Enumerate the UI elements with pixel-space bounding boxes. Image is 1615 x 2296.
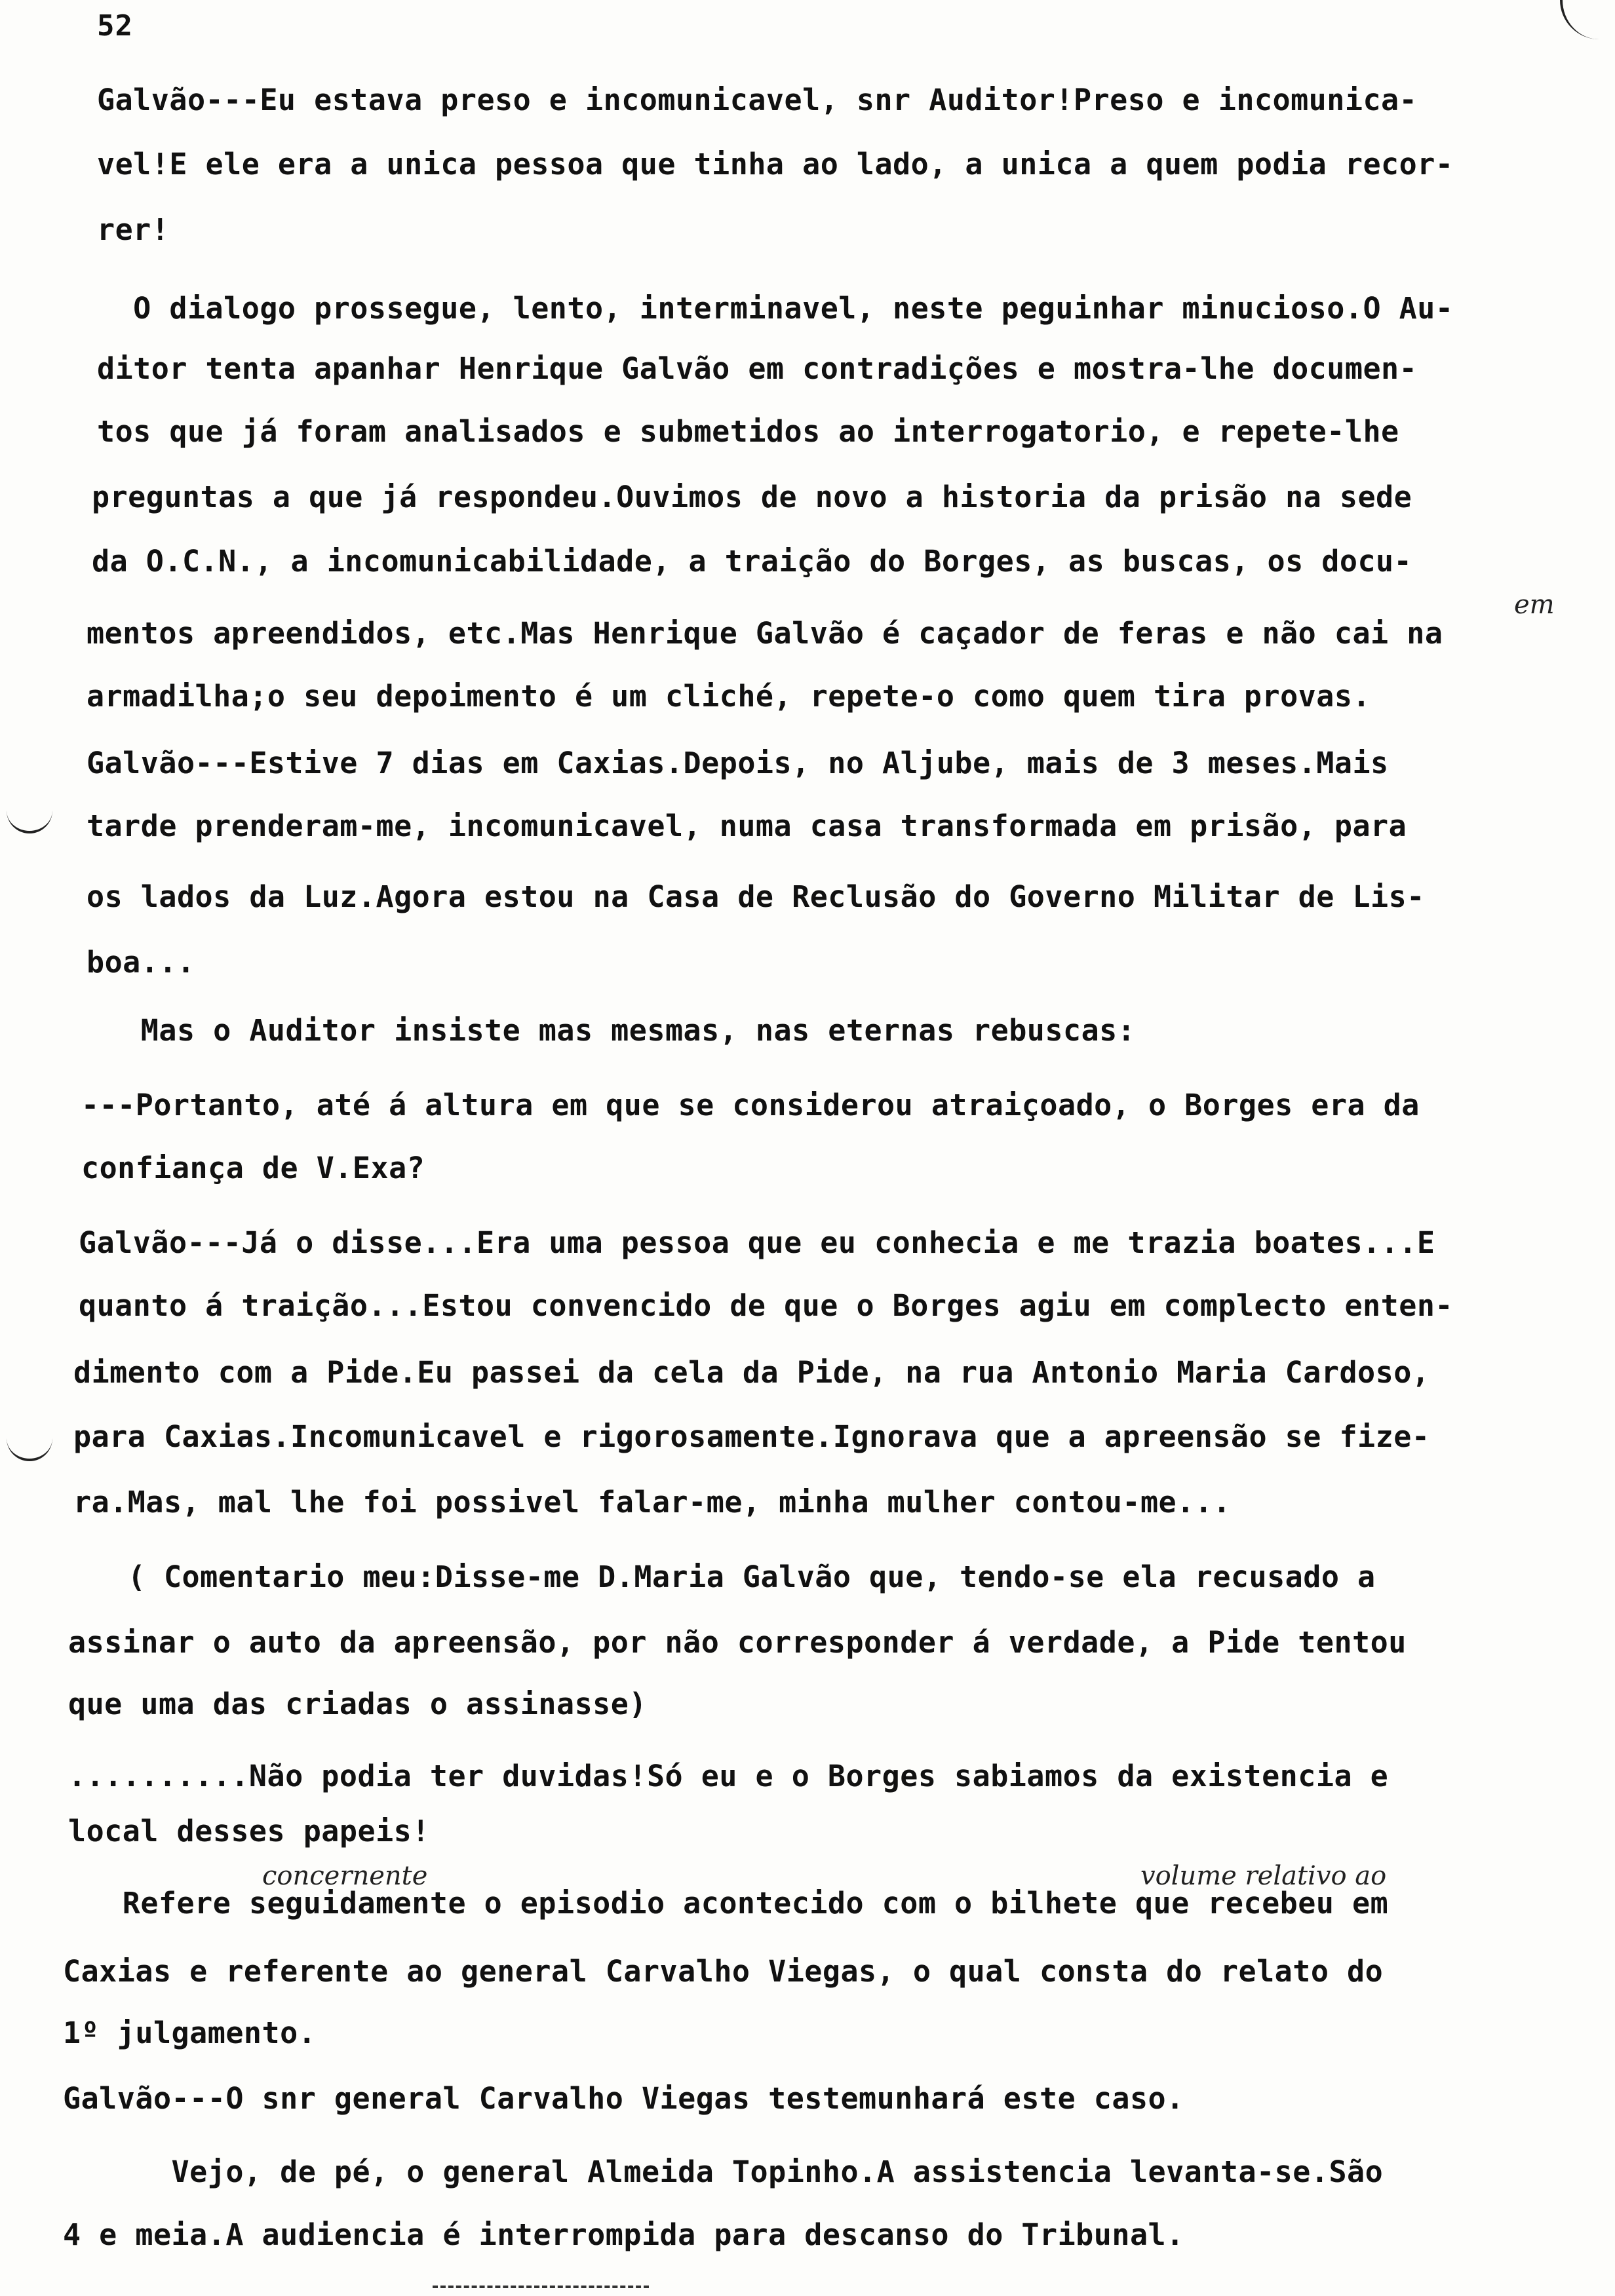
text-line: ---Portanto, até á altura em que se considerou atraiçoado, o Borges era da xyxy=(81,1088,1420,1122)
text-line: 4 e meia.A audiencia é interrompida para descanso do Tribunal. xyxy=(63,2217,1184,2252)
text-line: O dialogo prossegue, lento, interminavel, neste peguinhar minucioso.O Au- xyxy=(97,291,1454,326)
text-line: tos que já foram analisados e submetidos ao interrogatorio, e repete-lhe xyxy=(97,414,1399,449)
text-line: os lados da Luz.Agora estou na Casa de Reclusão do Governo Militar de Lis- xyxy=(87,879,1425,914)
text-line: que uma das criadas o assinasse) xyxy=(68,1687,647,1721)
text-line: Caxias e referente ao general Carvalho Viegas, o qual consta do relato do xyxy=(63,1954,1384,1989)
text-line: Refere seguidamente o episodio acontecido com o bilhete que recebeu em xyxy=(68,1886,1389,1921)
text-line: armadilha;o seu depoimento é um cliché, repete-o como quem tira provas. xyxy=(87,679,1371,714)
closing-rule xyxy=(433,2286,649,2288)
text-line: da O.C.N., a incomunicabilidade, a traição do Borges, as buscas, os docu- xyxy=(92,544,1412,579)
text-line: ra.Mas, mal lhe foi possivel falar-me, minha mulher contou-me... xyxy=(73,1485,1231,1520)
text-line: Galvão---Já o disse...Era uma pessoa que eu conhecia e me trazia boates...E xyxy=(79,1225,1435,1260)
handwritten-correction: em xyxy=(1514,590,1555,620)
text-line: ditor tenta apanhar Henrique Galvão em contradições e mostra-lhe documen- xyxy=(97,351,1418,386)
text-line: confiança de V.Exa? xyxy=(81,1151,425,1185)
text-line: Galvão---Eu estava preso e incomunicavel, snr Auditor!Preso e incomunica- xyxy=(97,83,1418,117)
text-line: ( Comentario meu:Disse-me D.Maria Galvão que, tendo-se ela recusado a xyxy=(73,1559,1376,1594)
text-line: 1º julgamento. xyxy=(63,2016,317,2050)
margin-bracket-mark xyxy=(7,1432,52,1461)
text-line: ..........Não podia ter duvidas!Só eu e o Borges sabiamos da existencia e xyxy=(68,1759,1389,1793)
text-line: local desses papeis! xyxy=(68,1814,430,1848)
text-line: tarde prenderam-me, incomunicavel, numa casa transformada em prisão, para xyxy=(87,809,1407,843)
text-line: preguntas a que já respondeu.Ouvimos de novo a historia da prisão na sede xyxy=(92,480,1412,514)
text-line: Galvão---Estive 7 dias em Caxias.Depois, no Aljube, mais de 3 meses.Mais xyxy=(87,746,1389,780)
text-line: mentos apreendidos, etc.Mas Henrique Galvão é caçador de feras e não cai na xyxy=(87,616,1443,651)
corner-mark xyxy=(1560,0,1615,39)
text-line: quanto á traição...Estou convencido de que o Borges agiu em complecto enten- xyxy=(79,1288,1454,1323)
handwritten-correction: concernente xyxy=(262,1861,428,1891)
page-number: 52 xyxy=(97,9,133,43)
text-line: assinar o auto da apreensão, por não corresponder á verdade, a Pide tentou xyxy=(68,1625,1407,1660)
text-line: dimento com a Pide.Eu passei da cela da Pide, na rua Antonio Maria Cardoso, xyxy=(73,1355,1430,1390)
text-line: vel!E ele era a unica pessoa que tinha ao lado, a unica a quem podia recor- xyxy=(97,147,1454,182)
text-line: Mas o Auditor insiste mas mesmas, nas eternas rebuscas: xyxy=(87,1013,1136,1048)
text-line: Galvão---O snr general Carvalho Viegas testemunhará este caso. xyxy=(63,2081,1184,2116)
text-line: Vejo, de pé, o general Almeida Topinho.A assistencia levanta-se.São xyxy=(63,2154,1384,2189)
text-line: para Caxias.Incomunicavel e rigorosamente.Ignorava que a apreensão se fize- xyxy=(73,1419,1430,1454)
text-line: boa... xyxy=(87,945,195,980)
handwritten-correction: volume relativo ao xyxy=(1140,1861,1387,1891)
margin-bracket-mark xyxy=(7,805,52,833)
text-line: rer! xyxy=(97,212,170,247)
